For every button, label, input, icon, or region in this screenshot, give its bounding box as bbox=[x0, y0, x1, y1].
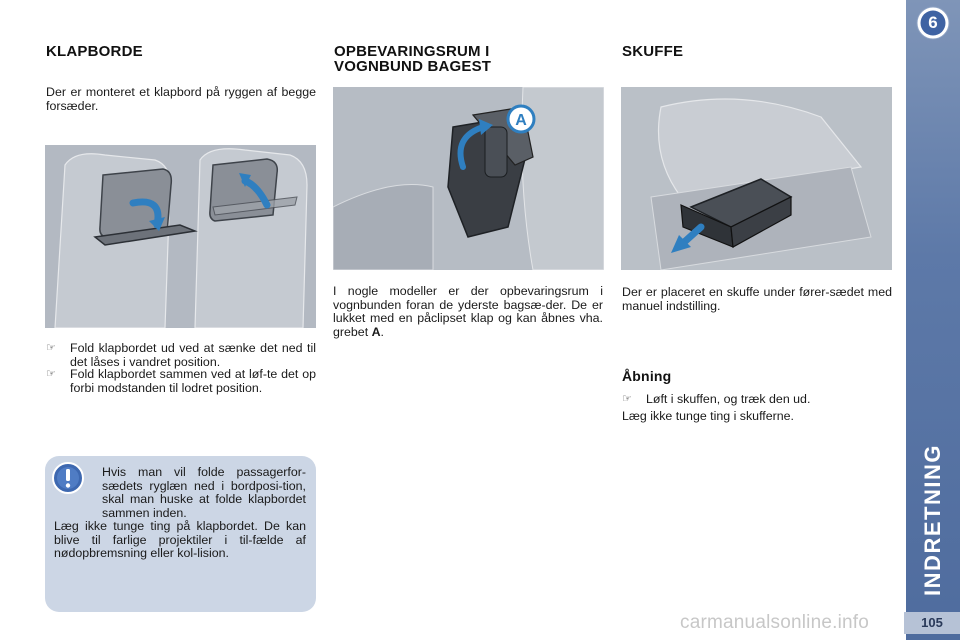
bullet-text: Løft i skuffen, og træk den ud. bbox=[646, 392, 811, 406]
pointing-hand-icon: ☞ bbox=[46, 342, 56, 354]
opbevaring-text bbox=[333, 285, 603, 339]
warning-paragraph-1: Hvis man vil folde passagerfor-sædets ryglæn ned i bordposi-tion, skal man huske at folde klapbordet sammen inden. bbox=[102, 465, 306, 520]
exclamation-icon bbox=[52, 462, 84, 494]
watermark: carmanualsonline.info bbox=[680, 612, 870, 633]
klapborde-intro: Der er monteret et klapbord på ryggen af begge forsæder. bbox=[46, 85, 316, 113]
pointing-hand-icon: ☞ bbox=[622, 393, 632, 405]
grip-a-label: A bbox=[515, 112, 527, 129]
page-number: 105 bbox=[904, 612, 960, 634]
klapborde-title: KLAPBORDE bbox=[46, 43, 143, 60]
skuffe-bullet-1 bbox=[622, 393, 892, 407]
floor-storage-illustration bbox=[333, 87, 604, 270]
klapborde-bullet-1 bbox=[46, 342, 316, 369]
tray-table-illustration bbox=[45, 145, 316, 328]
skuffe-note: Læg ikke tunge ting i skufferne. bbox=[622, 409, 794, 423]
skuffe-subheading: Åbning bbox=[622, 368, 672, 384]
skuffe-title: SKUFFE bbox=[622, 43, 684, 60]
bullet-text: Fold klapbordet ud ved at sænke det ned til det låses i vandret position. bbox=[70, 341, 316, 369]
chapter-badge bbox=[916, 6, 950, 40]
drawer-illustration bbox=[621, 87, 892, 270]
chapter-number: 6 bbox=[928, 13, 938, 32]
bullet-text: Fold klapbordet sammen ved at løf-te det op forbi modstanden til lodret position. bbox=[70, 367, 316, 395]
opbevaring-title-line-1: OPBEVARINGSRUM I bbox=[334, 43, 490, 60]
grip-reference: A bbox=[371, 324, 381, 339]
skuffe-text: Der er placeret en skuffe under fører-sædet med manuel indstilling. bbox=[622, 285, 892, 313]
warning-paragraph-2: Læg ikke tunge ting på klapbordet. De kan blive til farlige projektiler i til-fælde af nødopbremsning eller kol-lision. bbox=[54, 519, 306, 561]
chapter-title: INDRETNING bbox=[920, 444, 945, 596]
opbevaring-title-line-2: VOGNBUND BAGEST bbox=[334, 58, 492, 75]
klapborde-bullet-2 bbox=[46, 368, 316, 395]
opbevaring-text-end: . bbox=[380, 324, 384, 339]
opbevaring-text-body: I nogle modeller er der opbevaringsrum i vognbunden foran de yderste bagsæ-der. De er lukket med en påclipset klap og kan åbnes vha. grebet bbox=[333, 284, 603, 339]
pointing-hand-icon: ☞ bbox=[46, 368, 56, 380]
